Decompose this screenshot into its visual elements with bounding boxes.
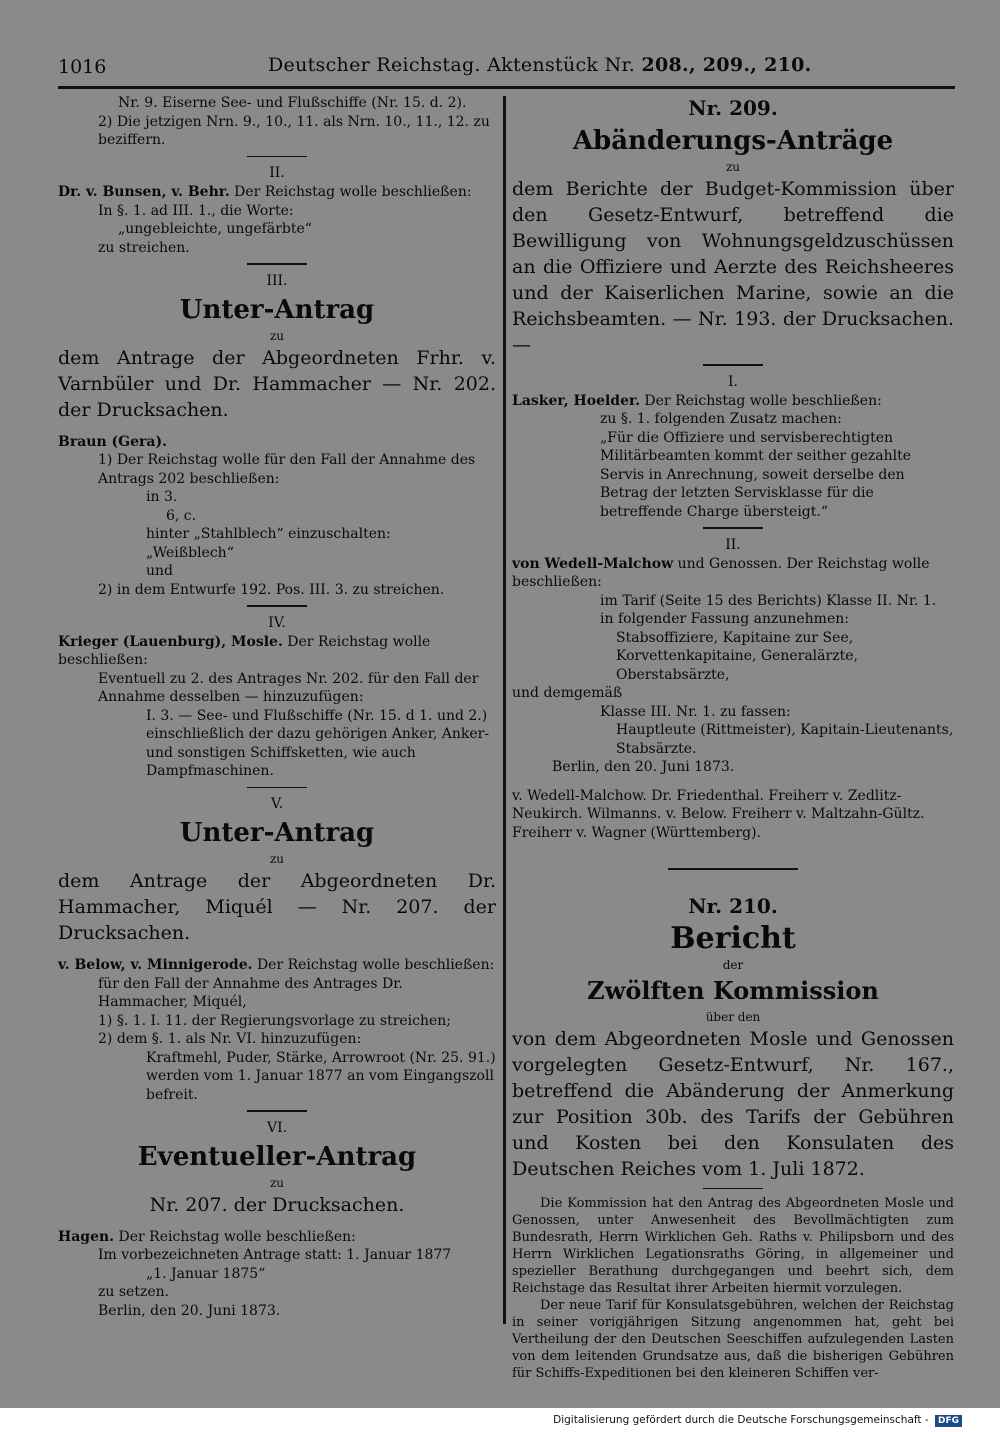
- section-3-number: III.: [266, 272, 288, 289]
- intro-line-1: Nr. 9. Eiserne See- und Flußschiffe (Nr. 15. d. 2).: [118, 95, 467, 111]
- section-5-text-4: 2) dem §. 1. als Nr. VI. hinzuzufügen:: [98, 1031, 362, 1047]
- document-209-number: Nr. 209.: [688, 96, 778, 120]
- report-paragraph-2: Der neue Tarif für Konsulatsgebühren, welchen der Reichstag in seiner vorigjährigen Sitzung angenommen hat, geht bei Vertheilung der den Deutschen Seeschiffen aufzulegenden Lasten von dem leitenden Grundsatze aus, daß die bisherigen Gebühren für Schiffs-Expeditionen bei den kleineren Schiffen ver-: [512, 1298, 954, 1381]
- amendment-2-text-4: und demgemäß: [512, 685, 623, 701]
- amendment-2-text-1: und Genossen. Der Reichstag wolle beschließen:: [512, 555, 930, 590]
- amendment-1-authors: Lasker, Hoelder.: [512, 392, 640, 409]
- section-4-authors: Krieger (Lauenburg), Mosle.: [58, 633, 283, 650]
- amendment-2-text-2: im Tarif (Seite 15 des Berichts) Klasse II. Nr. 1. in folgender Fassung anzunehmen:: [600, 592, 937, 627]
- section-2-text-4: zu streichen.: [98, 239, 190, 256]
- page-number: 1016: [58, 56, 107, 78]
- document-209-title: Abänderungs-Anträge: [572, 126, 894, 156]
- amendment-2-text-5: Klasse III. Nr. 1. zu fassen:: [600, 703, 791, 720]
- document-210-title: Bericht: [670, 920, 796, 956]
- amendment-1-text-1: Der Reichstag wolle beschließen:: [644, 392, 882, 409]
- section-6-subtitle: Nr. 207. der Drucksachen.: [149, 1193, 405, 1216]
- section-6-zu: zu: [269, 1175, 285, 1190]
- section-4-number: IV.: [268, 614, 286, 631]
- section-rule: [703, 1188, 763, 1190]
- header-rule: [58, 86, 955, 89]
- section-2-authors: Dr. v. Bunsen, v. Behr.: [58, 184, 230, 200]
- section-5-text-1: Der Reichstag wolle beschließen:: [256, 957, 495, 973]
- section-3-subtitle: dem Antrage der Abgeordneten Frhr. v. Varnbüler und Dr. Hammacher — Nr. 202. der Drucksachen.: [58, 346, 496, 421]
- section-3-text-4: hinter „Stahlblech“ einzuschalten:: [146, 526, 391, 542]
- section-2-text-3: „ungebleichte, ungefärbte“: [118, 221, 312, 237]
- document-210-commission: Zwölften Kommission: [587, 975, 879, 1005]
- section-2-text-1: Der Reichstag wolle beschließen:: [234, 184, 472, 200]
- section-rule: [247, 1110, 307, 1112]
- section-6-text-2: Im vorbezeichneten Antrage statt: 1. Januar 1877: [98, 1247, 452, 1263]
- section-rule: [247, 156, 307, 158]
- section-rule: [247, 787, 307, 789]
- digitization-credit: [553, 1414, 962, 1427]
- report-paragraph-1: Die Kommission hat den Antrag des Abgeordneten Mosle und Genossen, unter Anwesenheit des Bevollmächtigten zum Bundesrath, Herrn Wirklichen Geh. Raths v. Philipsborn und des Herrn Wirklichen Legationsraths Göring, in allgemeiner und spezieller Berathung durchgegangen und beehrt sich, dem Reichstage das Resultat ihrer Arbeiten hiermit vorzulegen.: [512, 1196, 954, 1296]
- document-210-number: Nr. 210.: [688, 893, 778, 918]
- document-210-subtitle: von dem Abgeordneten Mosle und Genossen vorgelegten Gesetz-Entwurf, Nr. 167., betreffend die Abänderung der Anmerkung zur Position 30b. des Tarifs der Gebühren und Kosten bei den Konsulaten des Deutschen Reiches vom 1. Juli 1872.: [512, 1027, 954, 1180]
- section-5-subtitle: dem Antrage der Abgeordneten Dr. Hammacher, Miquél — Nr. 207. der Drucksachen.: [58, 870, 496, 944]
- amendment-2-number: II.: [725, 536, 741, 553]
- document-209-subtitle: dem Berichte der Budget-Kommission über den Gesetz-Entwurf, betreffend die Bewilligung von Wohnungsgeldzuschüssen an die Offiziere und Aerzte des Reichsheeres und der Kaiserlichen Marine, sowie an die Reichsbeamten. — Nr. 193. der Drucksachen. —: [512, 178, 954, 356]
- section-3-author: Braun (Gera).: [58, 433, 167, 450]
- section-2-text-2: In §. 1. ad III. 1., die Worte:: [98, 202, 294, 219]
- section-rule: [247, 263, 307, 265]
- intro-line-2: 2) Die jetzigen Nrn. 9., 10., 11. als Nrn. 10., 11., 12. zu beziffern.: [98, 113, 490, 148]
- section-4-text-2: Eventuell zu 2. des Antrages Nr. 202. für den Fall der Annahme desselben — hinzuzufügen:: [98, 670, 479, 705]
- amendment-2-text-3: Stabsoffiziere, Kapitaine zur See, Korvettenkapitaine, Generalärzte, Oberstabsärzte,: [616, 629, 858, 683]
- header-numbers: 208., 209., 210.: [641, 54, 812, 76]
- column-divider: [503, 96, 506, 1324]
- section-2-number: II.: [269, 165, 285, 181]
- section-rule: [247, 605, 307, 607]
- section-6-text-3: „1. Januar 1875“: [146, 1265, 266, 1282]
- left-column: [58, 94, 496, 1320]
- dfg-logo: DFG: [935, 1415, 962, 1427]
- section-6-number: VI.: [266, 1119, 288, 1136]
- section-4-text-3: I. 3. — See- und Flußschiffe (Nr. 15. d 1. und 2.) einschließlich der dazu gehörigen Anker, Anker- und sonstigen Schiffsketten, wie auch Dampfmaschinen.: [146, 707, 490, 779]
- document-210-ueber: über den: [705, 1009, 761, 1024]
- section-5-title: Unter-Antrag: [179, 818, 375, 848]
- section-3-text-2: in 3.: [146, 489, 178, 505]
- section-3-text-1: 1) Der Reichstag wolle für den Fall der Annahme des Antrags 202 beschließen:: [98, 452, 476, 487]
- running-header: [268, 54, 812, 76]
- section-6-author: Hagen.: [58, 1228, 115, 1245]
- section-5-text-2: für den Fall der Annahme des Antrages Dr. Hammacher, Miquél,: [98, 975, 403, 1010]
- section-3-text-6: und: [146, 563, 173, 579]
- amendment-2-date: Berlin, den 20. Juni 1873.: [552, 759, 735, 775]
- amendment-2-signatories: v. Wedell-Malchow. Dr. Friedenthal. Freiherr v. Zedlitz-Neukirch. Wilmanns. v. Below. Freiherr v. Maltzahn-Gültz. Freiherr v. Wagner (Württemberg).: [512, 787, 925, 841]
- right-column: [512, 94, 954, 1382]
- amendment-1-number: I.: [728, 373, 738, 390]
- section-3-zu: zu: [269, 328, 285, 343]
- section-5-authors: v. Below, v. Minnigerode.: [58, 957, 253, 973]
- footer-text: Digitalisierung gefördert durch die Deutsche Forschungsgemeinschaft -: [553, 1414, 929, 1426]
- header-title: Deutscher Reichstag. Aktenstück Nr.: [268, 54, 636, 76]
- section-5-text-5: Kraftmehl, Puder, Stärke, Arrowroot (Nr. 25. 91.) werden vom 1. Januar 1877 an vom Eingangszoll befreit.: [146, 1049, 496, 1103]
- section-3-text-7: 2) in dem Entwurfe 192. Pos. III. 3. zu streichen.: [98, 581, 445, 598]
- document-209-zu: zu: [725, 160, 741, 174]
- amendment-2-author: von Wedell-Malchow: [512, 555, 674, 572]
- section-6-title: Eventueller-Antrag: [137, 1141, 417, 1172]
- document-separator: [668, 868, 798, 870]
- section-3-text-3: 6, c.: [166, 507, 197, 524]
- amendment-2-text-6: Hauptleute (Rittmeister), Kapitain-Lieutenants, Stabsärzte.: [616, 722, 954, 757]
- section-3-text-5: „Weißblech“: [146, 544, 234, 561]
- amendment-1-text-2: zu §. 1. folgenden Zusatz machen:: [600, 411, 842, 427]
- section-5-text-3: 1) §. 1. I. 11. der Regierungsvorlage zu streichen;: [98, 1012, 452, 1029]
- document-210-der: der: [722, 957, 744, 972]
- amendment-1-text-3: „Für die Offiziere und servisberechtigten Militärbeamten kommt der seither gezahlte Servis in Anrechnung, soweit derselbe den Betrag der letzten Servisklasse für die betreffende Charge übersteigt.“: [600, 429, 912, 520]
- section-6-date: Berlin, den 20. Juni 1873.: [98, 1302, 281, 1319]
- section-5-number: V.: [270, 796, 284, 812]
- section-4-text-1: Der Reichstag wolle beschließen:: [58, 633, 431, 668]
- section-6-text-1: Der Reichstag wolle beschließen:: [118, 1228, 356, 1245]
- section-rule: [703, 527, 763, 529]
- section-rule: [703, 364, 763, 366]
- section-6-text-4: zu setzen.: [98, 1284, 170, 1300]
- section-5-zu: zu: [269, 852, 285, 866]
- section-3-title: Unter-Antrag: [179, 294, 375, 325]
